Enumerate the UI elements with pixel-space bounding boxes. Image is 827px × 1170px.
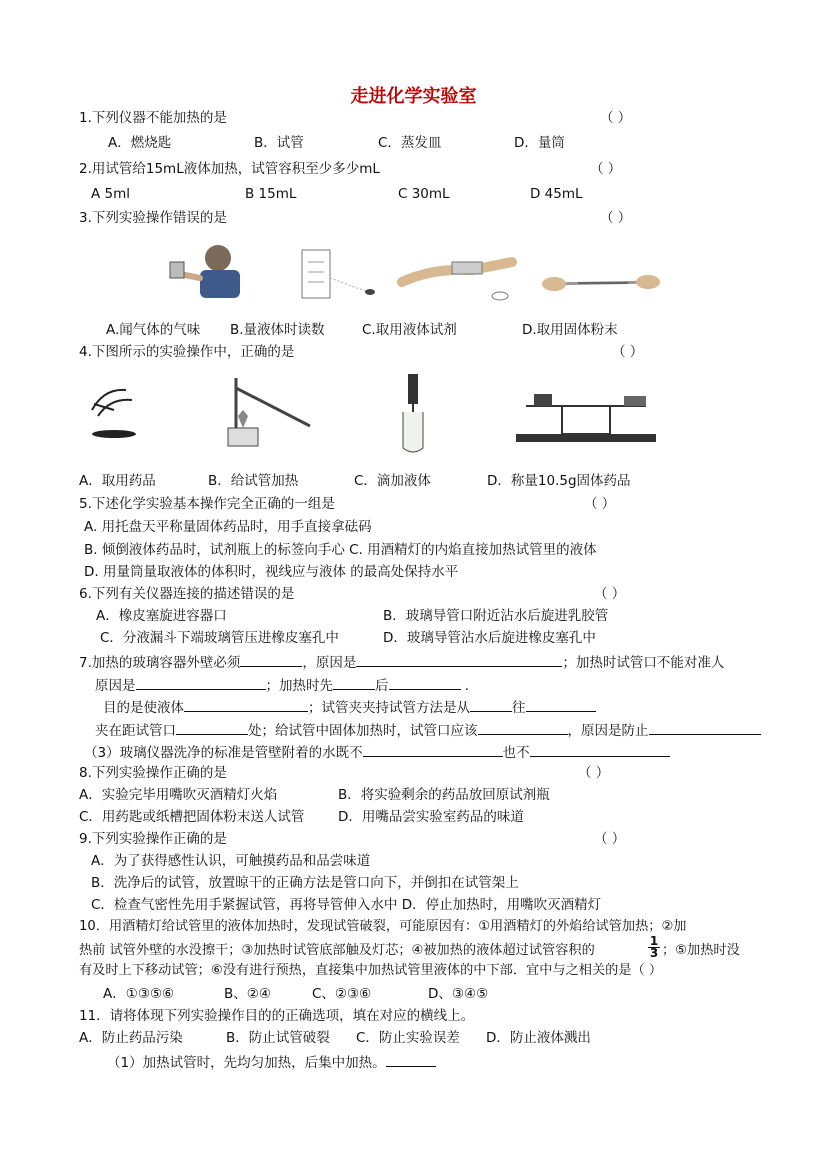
q6-answer-paren: （ ）: [594, 586, 626, 602]
heat-test-tube-illustration: [214, 368, 320, 452]
q1-option-c: C．蒸发皿: [378, 135, 442, 151]
q7-line-5: （3）玻璃仪器洗净的标准是管壁附着的水既不 也不: [84, 742, 670, 762]
q7-line-1: 7.加热的玻璃容器外壁必须 ，原因是 ；加热时试管口不能对准人: [79, 652, 724, 672]
q8-option-b: B．将实验剩余的药品放回原试剂瓶: [338, 787, 550, 803]
q7-blank-9[interactable]: [176, 720, 248, 735]
balance-scale-illustration: [512, 386, 660, 446]
q3-answer-paren: （ ）: [600, 210, 632, 226]
q11-option-d: D．防止液体溅出: [486, 1030, 591, 1046]
q11-stem: 11．请将体现下列实验操作目的的正确选项，填在对应的横线上。: [79, 1008, 475, 1024]
q7-blank-10[interactable]: [478, 720, 568, 735]
q10-fraction: $\frac{1}{3}$: [649, 934, 659, 960]
q5-line-3: D. 用量筒量取液体的体积时，视线应与液体 的最高处保持水平: [84, 564, 459, 580]
q7-line-4: 夹在距试管口 处；给试管中固体加热时，试管口应该 ，原因是防止: [95, 720, 761, 740]
q11-blank-1[interactable]: [386, 1052, 436, 1067]
smell-gas-illustration: [160, 240, 270, 300]
q9-line-3: C．检查气密性先用手紧握试管，再将导管伸入水中 D．停止加热时，用嘴吹灭酒精灯: [91, 897, 602, 913]
q6-option-c: C．分液漏斗下端玻璃管压进橡皮塞孔中: [100, 630, 339, 646]
q2-option-a: A 5ml: [91, 186, 131, 202]
q1-option-b: B．试管: [254, 135, 304, 151]
q7-blank-6[interactable]: [184, 697, 308, 712]
q11-option-b: B．防止试管破裂: [226, 1030, 330, 1046]
read-cylinder-illustration: [298, 248, 378, 300]
q6-option-b: B．玻璃导管口附近沾水后旋进乳胶管: [383, 608, 609, 624]
q10-option-a: A．①③⑤⑥: [103, 986, 175, 1002]
q2-option-d: D 45mL: [530, 186, 583, 202]
q2-option-c: C 30mL: [398, 186, 450, 202]
q10-line-2a: 热前 试管外壁的水没擦干；③加热时试管底部触及灯芯；④被加热的液体超过试管容积的: [79, 943, 595, 958]
q7-blank-5[interactable]: [389, 675, 461, 690]
q7-blank-3[interactable]: [136, 675, 266, 690]
q7-line-2: 原因是 ；加热时先 后 .: [95, 675, 469, 695]
q5-answer-paren: （ ）: [584, 496, 616, 512]
q7-blank-4[interactable]: [333, 675, 375, 690]
q9-stem: 9.下列实验操作正确的是: [79, 831, 227, 847]
drip-liquid-illustration: [398, 372, 428, 456]
q6-option-d: D．玻璃导管沾水后旋进橡皮塞孔中: [383, 630, 596, 646]
pour-liquid-illustration: [392, 252, 522, 302]
q7-blank-12[interactable]: [363, 742, 503, 757]
q8-option-a: A．实验完毕用嘴吹灭酒精灯火焰: [79, 787, 278, 803]
q8-stem: 8.下列实验操作正确的是: [79, 765, 227, 781]
q4-option-d: D．称量10.5g固体药品: [487, 473, 631, 489]
q9-line-1: A．为了获得感性认识，可触摸药品和品尝味道: [91, 853, 371, 869]
q11-option-c: C．防止实验误差: [356, 1030, 460, 1046]
q10-option-b: B、②④: [224, 986, 271, 1002]
q4-option-c: C．滴加液体: [354, 473, 431, 489]
take-reagent-hand-illustration: [84, 380, 140, 442]
q2-option-b: B 15mL: [245, 186, 297, 202]
q7-blank-1[interactable]: [240, 652, 302, 667]
q7-blank-13[interactable]: [530, 742, 670, 757]
q7-blank-11[interactable]: [649, 720, 761, 735]
q9-line-2: B．洗净后的试管，放置晾干的正确方法是管口向下，并倒扣在试管架上: [91, 875, 519, 891]
q10-option-d: D、③④⑤: [428, 986, 489, 1002]
q5-line-1: A. 用托盘天平称量固体药品时，用手直接拿砝码: [84, 519, 372, 535]
q10-line-3: 有及时上下移动试管；⑥没有进行预热，直接集中加热试管里液体的中下部．宜中与之相关的是（ ）: [79, 963, 663, 978]
q10-line-2b: ；⑤加热时没: [662, 943, 740, 958]
q3-option-c: C.取用液体试剂: [362, 322, 457, 338]
q4-option-a: A．取用药品: [79, 473, 156, 489]
q5-line-2: B. 倾倒液体药品时，试剂瓶上的标签向手心 C. 用酒精灯的内焰直接加热试管里的液体: [84, 542, 597, 558]
q3-stem: 3.下列实验操作错误的是: [79, 210, 227, 226]
q11-sub-1: （1）加热试管时，先均匀加热，后集中加热。: [107, 1052, 436, 1072]
q2-stem: 2.用试管给15mL液体加热，试管容积至少多少mL: [79, 161, 380, 177]
add-powder-illustration: [538, 264, 664, 298]
q4-stem: 4.下图所示的实验操作中，正确的是: [79, 344, 295, 360]
page-title: 走进化学实验室: [350, 86, 477, 107]
q5-stem: 5.下述化学实验基本操作完全正确的一组是: [79, 496, 335, 512]
q8-option-c: C．用药匙或纸槽把固体粉末送人试管: [79, 809, 305, 825]
q9-answer-paren: （ ）: [594, 831, 626, 847]
q4-answer-paren: （ ）: [612, 344, 644, 360]
q7-line-3: 目的是使液体 ；试管夹夹持试管方法是从 往: [103, 697, 596, 717]
q1-stem: 1.下列仪器不能加热的是: [79, 110, 227, 126]
q8-option-d: D．用嘴品尝实验室药品的味道: [338, 809, 524, 825]
q3-option-d: D.取用固体粉末: [522, 322, 618, 338]
q10-option-c: C、②③⑥: [312, 986, 372, 1002]
q7-blank-2[interactable]: [356, 652, 562, 667]
q6-stem: 6.下列有关仪器连接的描述错误的是: [79, 586, 295, 602]
q1-answer-paren: （ ）: [600, 110, 632, 126]
q1-option-d: D．量筒: [514, 135, 565, 151]
q8-answer-paren: （ ）: [578, 765, 610, 781]
q3-option-a: A.闻气体的气味: [106, 322, 201, 338]
q3-option-b: B.量液体时读数: [230, 322, 325, 338]
q1-option-a: A．燃烧匙: [108, 135, 172, 151]
q11-option-a: A．防止药品污染: [79, 1030, 183, 1046]
q7-blank-8[interactable]: [526, 697, 596, 712]
q6-option-a: A．橡皮塞旋进容器口: [96, 608, 227, 624]
q10-line-1: 10．用酒精灯给试管里的液体加热时，发现试管破裂，可能原因有：①用酒精灯的外焰给试管加热；②加: [79, 919, 687, 934]
q4-option-b: B．给试管加热: [208, 473, 299, 489]
q2-answer-paren: （ ）: [590, 161, 622, 177]
q7-blank-7[interactable]: [470, 697, 512, 712]
